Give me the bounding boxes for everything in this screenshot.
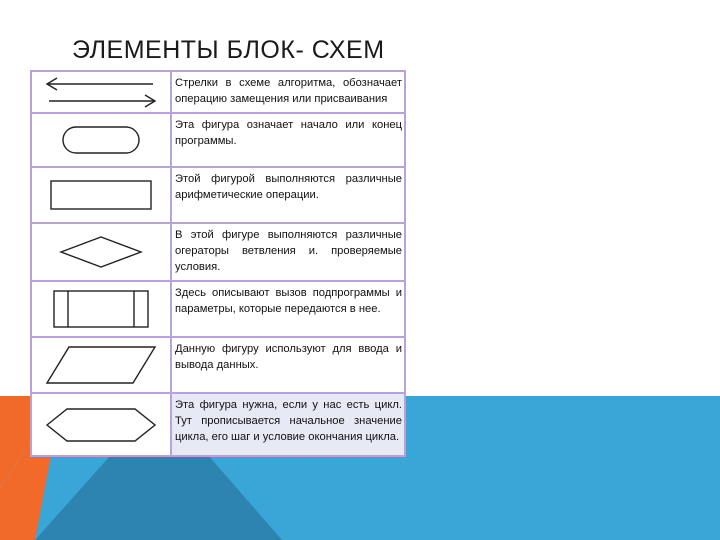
row-description: Данную фигуру используют для ввода и вывода данных. [175, 343, 402, 371]
table-row [32, 394, 404, 455]
row-description: Этой фигурой выполняются различные арифметические операции. [175, 173, 402, 201]
input-output-parallelogram-icon [32, 338, 172, 392]
process-rectangle-icon [32, 168, 172, 222]
flowchart-elements-table [30, 70, 406, 457]
row-description: Эта фигура означает начало или конец программы. [175, 119, 402, 147]
terminator-icon [32, 114, 172, 166]
table-row [32, 168, 404, 224]
slide-title: ЭЛЕМЕНТЫ БЛОК- СХЕМ [72, 36, 385, 64]
table-row [32, 114, 404, 168]
table-row [32, 224, 404, 282]
row-description: Эта фигура нужна, если у нас есть цикл. Тут прописывается начальное значение цикла, его шаг и условие окончания цикла. [172, 394, 404, 455]
row-description: В этой фигуре выполняются различные огераторы ветвления и. проверяемые условия. [175, 229, 402, 273]
row-description: Стрелки в схеме алгоритма, обозначает операцию замещения или присваивания [175, 77, 402, 105]
loop-hexagon-icon [32, 394, 172, 455]
row-description: Здесь описывают вызов подпрограммы и параметры, которые передаются в нее. [175, 287, 402, 315]
table-row [32, 72, 404, 114]
table-row [32, 338, 404, 394]
subroutine-icon [32, 282, 172, 336]
decision-diamond-icon [32, 224, 172, 280]
arrows-icon [32, 72, 172, 112]
table-row [32, 282, 404, 338]
